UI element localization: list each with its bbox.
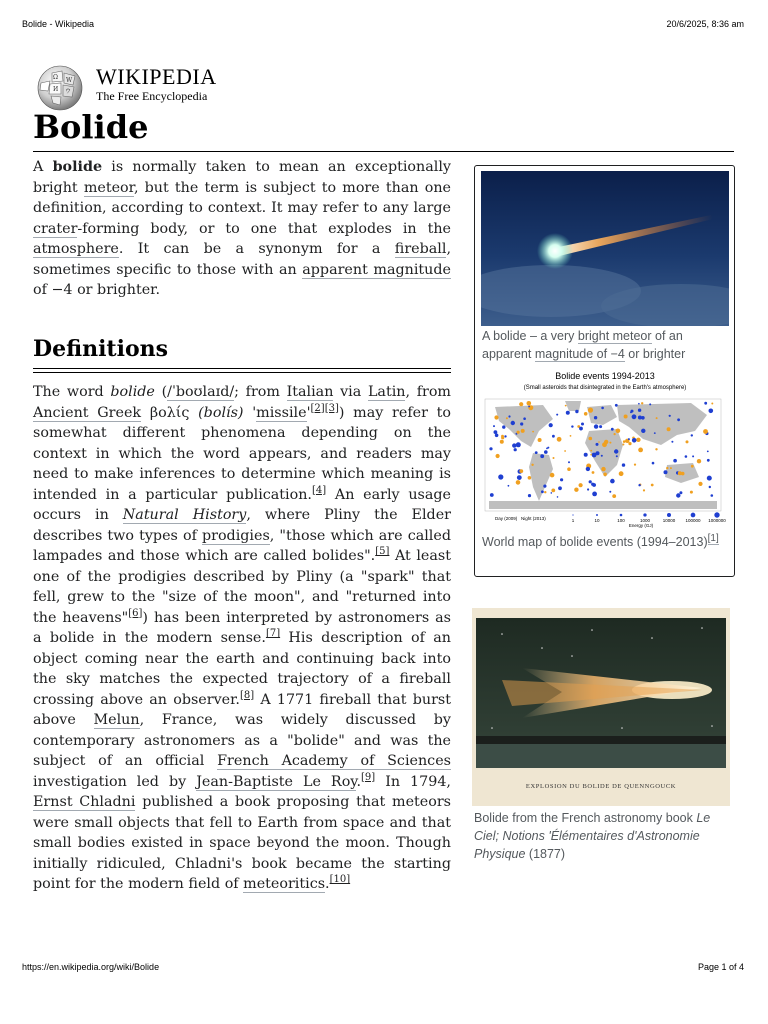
map-event-dot — [516, 480, 521, 485]
map-event-dot — [586, 467, 590, 471]
ref-2[interactable]: [2] — [310, 402, 325, 414]
map-event-dot — [552, 435, 555, 438]
map-event-dot — [557, 496, 559, 498]
map-title: Bolide events 1994-2013 — [555, 371, 655, 381]
link-bright-meteor[interactable]: bright meteor — [577, 329, 652, 343]
print-header — [22, 19, 744, 29]
map-event-dot — [690, 491, 693, 494]
map-event-dot — [596, 443, 599, 446]
lead-term: bolide — [52, 159, 103, 175]
map-event-dot — [508, 415, 510, 417]
map-event-dot — [598, 441, 600, 443]
map-event-dot — [609, 491, 611, 493]
print-url: https://en.wikipedia.org/wiki/Bolide — [22, 962, 160, 972]
map-event-dot — [630, 411, 632, 413]
map-event-dot — [686, 440, 689, 443]
map-event-dot — [557, 437, 562, 442]
link-prodigies[interactable]: prodigies — [201, 527, 270, 544]
map-event-dot — [490, 493, 494, 497]
link-fireball[interactable]: fireball — [394, 241, 447, 257]
map-event-dot — [592, 471, 595, 474]
lead-paragraph: A bolide is normally taken to mean an exceptionally bright meteor, but the term is subject to more than one definition, according to context. It may refer to any large crater-forming body, or to one that explodes in the atmosphere. It can be a synonym for a fireball, sometimes specific to those with an apparent magnitude of −4 or brighter. — [33, 159, 451, 298]
energy-scale-dot — [714, 512, 719, 517]
map-event-dot — [656, 417, 658, 419]
map-event-dot — [494, 415, 498, 419]
map-event-dot — [596, 451, 600, 455]
map-event-dot — [622, 463, 625, 466]
link-french-academy[interactable]: French Academy of Sciences — [217, 753, 451, 769]
svg-text:Ω: Ω — [53, 74, 58, 81]
map-event-dot — [697, 459, 701, 463]
map-event-dot — [579, 427, 583, 431]
link-crater[interactable]: crater — [33, 220, 78, 237]
map-event-dot — [517, 431, 520, 434]
energy-scale-tick: 100000 — [685, 518, 701, 523]
map-event-dot — [566, 411, 570, 415]
map-event-dot — [493, 425, 495, 427]
map-event-dot — [669, 415, 671, 417]
map-event-dot — [523, 417, 526, 420]
map-event-dot — [528, 494, 531, 497]
ref-10[interactable]: [10] — [329, 874, 351, 886]
map-event-dot — [707, 451, 709, 453]
map-event-dot — [560, 478, 563, 481]
map-event-dot — [673, 459, 677, 463]
energy-scale-tick: 1 — [571, 518, 575, 523]
map-event-dot — [558, 486, 562, 490]
map-event-dot — [671, 441, 673, 443]
map-event-dot — [521, 429, 525, 433]
svg-text:И: И — [53, 86, 59, 93]
map-event-dot — [616, 429, 621, 434]
map-event-dot — [494, 430, 498, 434]
map-event-dot — [655, 448, 657, 450]
map-event-dot — [594, 416, 597, 419]
wikipedia-globe-logo[interactable] — [33, 63, 87, 111]
map-event-dot — [590, 450, 592, 452]
map-event-dot — [652, 462, 655, 465]
section-divider-2 — [33, 372, 451, 373]
map-event-dot — [550, 473, 555, 478]
map-event-dot — [527, 401, 532, 406]
map-event-dot — [544, 450, 548, 454]
map-event-dot — [601, 455, 603, 457]
map-event-dot — [638, 448, 643, 453]
map-event-dot — [679, 491, 682, 494]
map-event-dot — [574, 488, 578, 492]
map-event-dot — [502, 425, 505, 428]
map-event-dot — [604, 440, 608, 444]
map-event-dot — [540, 454, 544, 458]
map-event-dot — [590, 454, 592, 456]
map-event-dot — [703, 429, 708, 434]
ref-1[interactable]: [1] — [707, 532, 719, 544]
title-divider — [33, 151, 734, 152]
map-event-dot — [698, 482, 702, 486]
map-event-dot — [553, 457, 555, 459]
map-event-dot — [546, 448, 548, 450]
map-event-dot — [496, 454, 500, 458]
map-event-dot — [584, 453, 588, 457]
map-event-dot — [611, 428, 614, 431]
ref-8[interactable]: [8] — [239, 689, 255, 701]
map-event-dot — [641, 429, 645, 433]
map-legend-night: Night (2013) — [521, 516, 546, 521]
map-event-dot — [711, 403, 713, 405]
map-event-dot — [551, 492, 553, 494]
bolide-events-world-map[interactable] — [481, 369, 729, 529]
map-event-dot — [511, 421, 515, 425]
print-tab-title: Bolide - Wikipedia — [22, 19, 95, 29]
map-event-dot — [551, 489, 555, 493]
link-le-roy[interactable]: Jean-Baptiste Le Roy — [196, 773, 357, 790]
map-event-dot — [568, 461, 570, 463]
map-event-dot — [614, 433, 616, 435]
bolide-photo[interactable] — [481, 171, 729, 326]
link-melun[interactable]: Melun — [93, 712, 140, 728]
map-event-dot — [636, 438, 640, 442]
map-event-dot — [520, 422, 523, 425]
map-event-dot — [649, 403, 651, 405]
section-divider — [33, 368, 451, 369]
link-italian[interactable]: Italian — [286, 384, 334, 400]
map-event-dot — [616, 455, 618, 457]
map-event-dot — [667, 427, 671, 431]
energy-scale-dot — [691, 513, 696, 518]
map-event-dot — [612, 494, 616, 498]
map-event-dot — [610, 479, 615, 484]
map-event-dot — [512, 443, 516, 447]
map-event-dot — [638, 484, 640, 486]
map-event-dot — [592, 492, 597, 497]
map-event-dot — [489, 447, 492, 450]
link-missile[interactable]: missile — [256, 404, 307, 421]
energy-scale-dot — [667, 513, 671, 517]
ref-4[interactable]: [4] — [311, 484, 327, 496]
map-event-dot — [589, 437, 593, 441]
ref-9[interactable]: [9] — [361, 771, 376, 783]
map-event-dot — [504, 435, 506, 437]
energy-scale-tick: 10000 — [662, 518, 676, 523]
map-event-dot — [641, 402, 643, 404]
map-event-dot — [615, 404, 618, 407]
map-event-dot — [603, 473, 607, 477]
svg-text:W: W — [66, 77, 73, 84]
section-heading-definitions: Definitions — [33, 336, 168, 362]
link-chladni[interactable]: Ernst Chladni — [33, 794, 136, 810]
map-event-dot — [549, 423, 553, 427]
map-event-dot — [599, 425, 602, 428]
map-event-dot — [634, 464, 636, 466]
map-event-dot — [517, 475, 522, 480]
ref-6[interactable]: [6] — [128, 607, 143, 619]
print-page-number: Page 1 of 4 — [697, 962, 744, 972]
wordmark-tagline: The Free Encyclopedia — [96, 89, 208, 103]
map-event-dot — [624, 415, 628, 419]
map-event-dot — [601, 407, 604, 410]
link-natural-history[interactable]: Natural History — [122, 507, 247, 523]
map-event-dot — [685, 455, 688, 458]
map-event-dot — [691, 434, 693, 436]
wordmark-title: WIKIPEDIA — [96, 64, 217, 89]
map-event-dot — [584, 412, 588, 416]
map-event-dot — [588, 408, 593, 413]
infobox — [474, 165, 735, 577]
map-event-dot — [556, 414, 558, 416]
map-event-dot — [531, 464, 533, 466]
map-legend-day: Day (2009) — [495, 516, 518, 521]
map-event-dot — [654, 432, 656, 434]
map-event-dot — [501, 435, 504, 438]
map-event-dot — [519, 469, 523, 473]
map-event-dot — [516, 442, 521, 447]
infobox-caption-2: World map of bolide events (1994–2013)[1] — [482, 532, 719, 549]
map-event-dot — [514, 448, 517, 451]
map-event-dot — [589, 480, 592, 483]
link-ancient-greek[interactable]: Ancient Greek — [33, 404, 142, 421]
ref-7[interactable]: [7] — [265, 628, 281, 640]
map-event-dot — [676, 493, 680, 497]
ref-5[interactable]: [5] — [375, 546, 390, 558]
map-event-dot — [677, 418, 680, 421]
print-datetime: 20/6/2025, 8:36 am — [666, 19, 744, 29]
link-meteoritics[interactable]: meteoritics — [243, 876, 326, 892]
map-event-dot — [632, 414, 637, 419]
map-event-dot — [575, 410, 578, 413]
map-event-dot — [570, 435, 572, 437]
map-event-dot — [541, 490, 544, 493]
map-event-dot — [628, 438, 630, 440]
map-event-dot — [651, 484, 654, 487]
link-latin[interactable]: Latin — [367, 384, 406, 400]
map-event-dot — [601, 467, 605, 471]
map-event-dot — [670, 467, 672, 469]
map-event-dot — [535, 451, 538, 454]
map-subtitle: (Small asteroids that disintegrated in the Earth's atmosphere) — [523, 385, 687, 391]
map-event-dot — [567, 467, 571, 471]
map-event-dot — [709, 409, 714, 414]
map-event-dot — [508, 485, 510, 487]
map-event-dot — [628, 442, 631, 445]
map-event-dot — [619, 471, 624, 476]
map-event-dot — [538, 438, 542, 442]
figure-caption-engraving: Bolide from the French astronomy book Le Ciel; Notions 'Élémentaires d'Astronomie Physique (1877) — [474, 811, 711, 861]
map-event-dot — [565, 405, 567, 407]
energy-scale-dot — [572, 514, 573, 515]
map-event-dot — [500, 440, 504, 444]
map-event-dot — [622, 444, 624, 446]
map-event-dot — [638, 403, 640, 405]
link-apparent-magnitude[interactable]: apparent magnitude — [302, 261, 451, 278]
wikipedia-wordmark[interactable] — [96, 66, 217, 104]
map-event-dot — [591, 483, 594, 486]
infobox-caption-1: A bolide – a very bright meteor of an apparent magnitude of −4 or brighter — [482, 329, 686, 361]
map-event-dot — [609, 442, 611, 444]
map-event-dot — [581, 423, 584, 426]
map-event-dot — [678, 471, 682, 475]
bolide-explosion-engraving[interactable] — [472, 608, 730, 806]
map-event-dot — [495, 434, 499, 438]
link-meteor[interactable]: meteor — [83, 179, 134, 196]
map-event-dot — [692, 455, 694, 457]
energy-scale-tick: 10 — [594, 518, 600, 523]
map-event-dot — [579, 483, 583, 487]
map-event-dot — [614, 449, 618, 453]
map-event-dot — [528, 476, 532, 480]
map-event-dot — [638, 409, 641, 412]
definitions-paragraph: The word bolide (/ˈboʊlaɪd/; from Italian via Latin, from Ancient Greek βολίς (bolís) 'missile'[2][3]) may refer to somewhat different phenomena depending on the context in which the word appears, and readers may need to make inferences to determine which meaning is intended in a particular publication.[4] An early usage occurs in Natural History, where Pliny the Elder describes two types of prodigies, "those which are called lampades and those which are called bolides".[5] At least one of the prodigies described by Pliny (a "spark" that fell, grew to the "size of the moon", and "returned into the heavens"[6]) has been interpreted by astronomers as a bolide in the modern sense.[7] His description of an object coming near the earth and continuing back into the sky matches the expected trajectory of a fireball crossing above an observer.[8] A 1771 fireball that burst above Melun, France, was widely discussed by contemporary astronomers as a "bolide" and was the subject of an official French Academy of Sciences investigation led by Jean-Baptiste Le Roy.[9] In 1794, Ernst Chladni published a book proposing that meteors were small objects that fell to Earth from space and that small bodies existed in space beyond the moon. Though initially ridiculed, Chladni's book became the starting point for the modern field of meteoritics.[10] — [33, 384, 452, 892]
map-event-dot — [543, 485, 546, 488]
map-event-dot — [532, 431, 534, 433]
link-magnitude[interactable]: magnitude of −4 — [534, 347, 625, 361]
svg-text:ウ: ウ — [65, 88, 72, 95]
link-ipa[interactable]: /ˈboʊlaɪd/ — [167, 384, 235, 400]
map-event-dot — [506, 417, 508, 419]
energy-scale-tick: 100 — [617, 518, 625, 523]
map-energy-label: Energy (GJ) — [628, 523, 654, 528]
map-event-dot — [571, 425, 573, 427]
map-event-dot — [711, 494, 714, 497]
energy-scale-dot — [596, 514, 598, 516]
map-event-dot — [707, 476, 712, 481]
map-event-dot — [594, 424, 598, 428]
energy-scale-dot — [643, 513, 646, 516]
map-event-dot — [691, 465, 694, 468]
plate-title: EXPLOSION DU BOLIDE DE QUENNGOUCK — [525, 783, 677, 790]
map-event-dot — [709, 486, 711, 488]
map-event-dot — [704, 402, 707, 405]
map-event-dot — [528, 406, 530, 408]
map-event-dot — [564, 450, 566, 452]
map-event-dot — [664, 470, 668, 474]
ref-3[interactable]: [3] — [324, 402, 339, 414]
map-event-dot — [707, 459, 710, 462]
print-footer — [22, 962, 744, 972]
map-event-dot — [544, 491, 546, 493]
energy-scale-tick: 1000 — [639, 518, 651, 523]
page-title: Bolide — [33, 108, 149, 146]
map-event-dot — [643, 489, 645, 491]
energy-scale-tick: 1000000 — [708, 518, 726, 523]
map-event-dot — [587, 488, 589, 490]
map-event-dot — [519, 402, 523, 406]
map-event-dot — [632, 438, 637, 443]
map-event-dot — [638, 416, 642, 420]
map-event-dot — [666, 467, 668, 469]
map-event-dot — [498, 474, 503, 479]
link-atmosphere[interactable]: atmosphere — [33, 241, 119, 257]
energy-scale-dot — [620, 514, 623, 517]
